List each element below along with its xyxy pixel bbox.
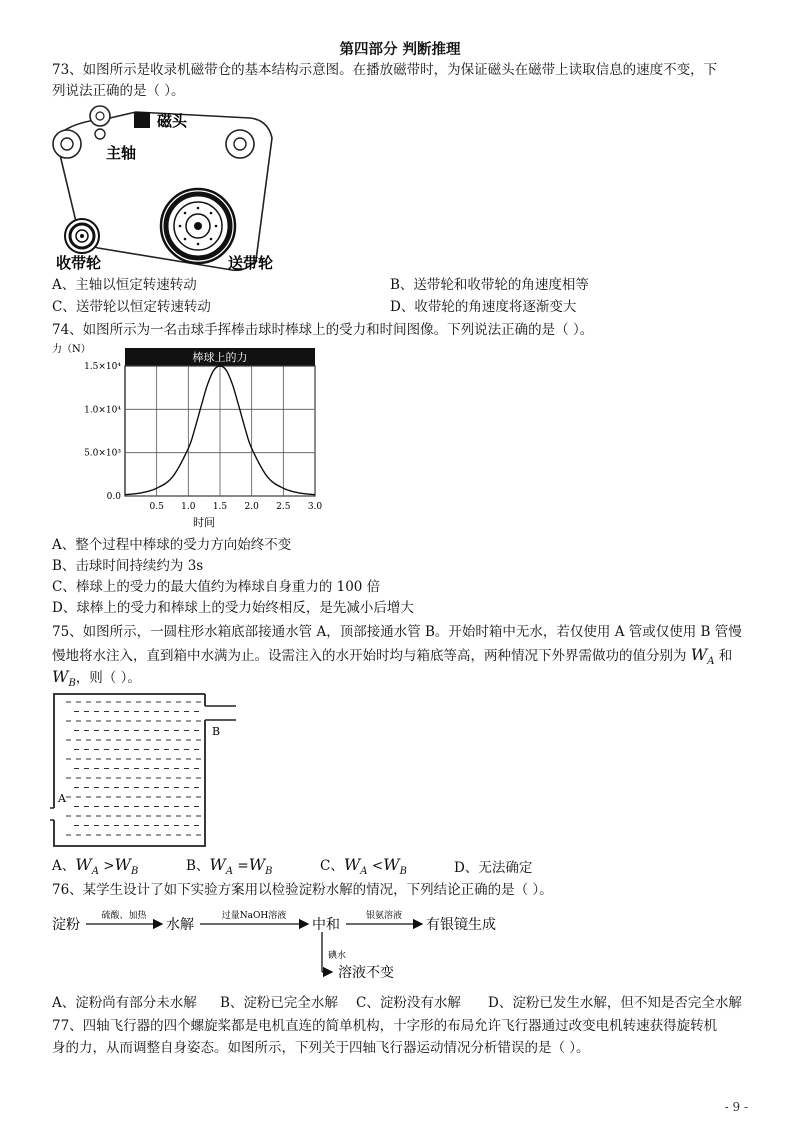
q75-stem-line3: $W_B$，则（ ）。 — [52, 667, 141, 690]
q74-stem: 74、如图所示为一名击球手挥棒击球时棒球上的受力和时间图像。下列说法正确的是（ ）。 — [52, 322, 594, 338]
q75-option-d[interactable]: D、无法确定 — [454, 860, 533, 876]
xtick-label: 1.0 — [181, 502, 196, 512]
label-takeup: 收带轮 — [56, 254, 102, 272]
math-wb: $W_B$ — [52, 667, 76, 690]
q76-stem: 76、某学生设计了如下实验方案用以检验淀粉水解的情况，下列结论正确的是（ ）。 — [52, 882, 553, 898]
supply-reel-icon — [161, 189, 235, 263]
q75-option-b[interactable]: B、$W_A =W_B$ — [186, 855, 273, 878]
label-head: 磁头 — [157, 112, 188, 130]
section-title: 第四部分 判断推理 — [339, 41, 461, 58]
pipe-b-label: B — [212, 725, 221, 738]
q74-option-a[interactable]: A、整个过程中棒球的受力方向始终不变 — [52, 537, 292, 553]
chart-grid — [125, 366, 315, 496]
q76-option-c[interactable]: C、淀粉没有水解 — [356, 995, 461, 1011]
q77-stem-line1: 77、四轴飞行器的四个螺旋桨都是电机直连的简单机构，十字形的布局允许飞行器通过改变电机转速获得旋转机 — [52, 1018, 718, 1034]
xtick-label: 1.5 — [212, 502, 228, 512]
xtick-label: 2.0 — [244, 502, 259, 512]
flow-neutral: 中和 — [312, 917, 340, 933]
chart-xticks — [150, 502, 323, 512]
q75-stem-line2: 慢地将水注入，直到箱中水满为止。设需注入的水开始时均与箱底等高，两种情况下外界需做功的值分别为 $W_A$ 和 — [52, 645, 733, 668]
flow-iodine: 碘水 — [328, 951, 347, 961]
ytick-label: 1.5×10⁴ — [84, 362, 121, 372]
takeup-reel-icon — [65, 219, 99, 253]
q74-option-d[interactable]: D、球棒上的受力和棒球上的受力始终相反，是先减小后增大 — [52, 600, 414, 616]
xtick-label: 0.5 — [149, 502, 164, 512]
q73-option-d[interactable]: D、收带轮的角速度将逐渐变大 — [390, 299, 577, 315]
page-number: - 9 - — [724, 1100, 748, 1114]
q75-stem-line1: 75、如图所示，一圆柱形水箱底部接通水管 A，顶部接通水管 B。开始时箱中无水，若仅使用 A 管或仅使用 B 管慢 — [52, 624, 742, 640]
chart-xlabel: 时间 — [193, 516, 215, 529]
flow-mirror: 有银镜生成 — [426, 917, 496, 933]
chart-ylabel: 力（N） — [52, 344, 91, 355]
flow-step1: 硫酸、加热 — [101, 911, 147, 921]
q75-option-c[interactable]: C、$W_A <W_B$ — [320, 855, 407, 878]
q73-option-b[interactable]: B、送带轮和收带轮的角速度相等 — [390, 277, 589, 293]
label-spindle: 主轴 — [106, 144, 137, 162]
flow-starch: 淀粉 — [52, 917, 80, 933]
force-time-chart — [50, 340, 330, 532]
ytick-label: 1.0×10⁴ — [84, 405, 121, 416]
xtick-label: 3.0 — [307, 502, 323, 512]
label-supply: 送带轮 — [228, 254, 274, 272]
q77-stem-line2: 身的力，从而调整自身姿态。如图所示，下列关于四轴飞行器运动情况分析错误的是（ ）。 — [52, 1040, 590, 1056]
water-hatching — [66, 702, 201, 835]
ytick-label: 0.0 — [106, 492, 121, 502]
q73-stem-line2: 列说法正确的是（ ）。 — [52, 83, 185, 99]
tape-deck-diagram — [50, 100, 280, 272]
pipe-a-label: A — [58, 792, 66, 805]
q76-option-a[interactable]: A、淀粉尚有部分未水解 — [52, 995, 197, 1011]
flow-step3: 银氨溶液 — [365, 911, 403, 921]
chart-title: 棒球上的力 — [192, 351, 248, 364]
right-idler-icon — [226, 130, 254, 158]
q73-stem-line1: 73、如图所示是收录机磁带仓的基本结构示意图。在播放磁带时，为保证磁头在磁带上读取信息的速度不变，下 — [52, 62, 718, 78]
starch-flowchart — [50, 902, 510, 984]
left-idler-icon — [53, 130, 81, 158]
magnetic-head-icon — [134, 112, 150, 128]
q73-option-c[interactable]: C、送带轮以恒定转速转动 — [52, 299, 211, 315]
q74-option-b[interactable]: B、击球时间持续约为 3s — [52, 558, 204, 574]
flow-nochange: 溶液不变 — [338, 965, 394, 981]
xtick-label: 2.5 — [276, 502, 291, 512]
q75-option-a[interactable]: A、$W_A >W_B$ — [52, 855, 139, 878]
q74-option-c[interactable]: C、棒球上的受力的最大值约为棒球自身重力的 100 倍 — [52, 579, 381, 595]
ytick-label: 5.0×10³ — [84, 448, 121, 459]
water-tank-diagram — [50, 690, 240, 850]
flow-step2: 过量NaOH溶液 — [221, 911, 287, 921]
chart-yticks — [84, 362, 121, 502]
math-wa: $W_A$ — [690, 645, 715, 668]
flow-hydrolysis: 水解 — [166, 917, 194, 933]
q76-option-b[interactable]: B、淀粉已完全水解 — [220, 995, 338, 1011]
spindle-icon — [90, 106, 110, 139]
q76-option-d[interactable]: D、淀粉已发生水解，但不知是否完全水解 — [488, 995, 742, 1011]
q73-option-a[interactable]: A、主轴以恒定转速转动 — [52, 277, 197, 293]
